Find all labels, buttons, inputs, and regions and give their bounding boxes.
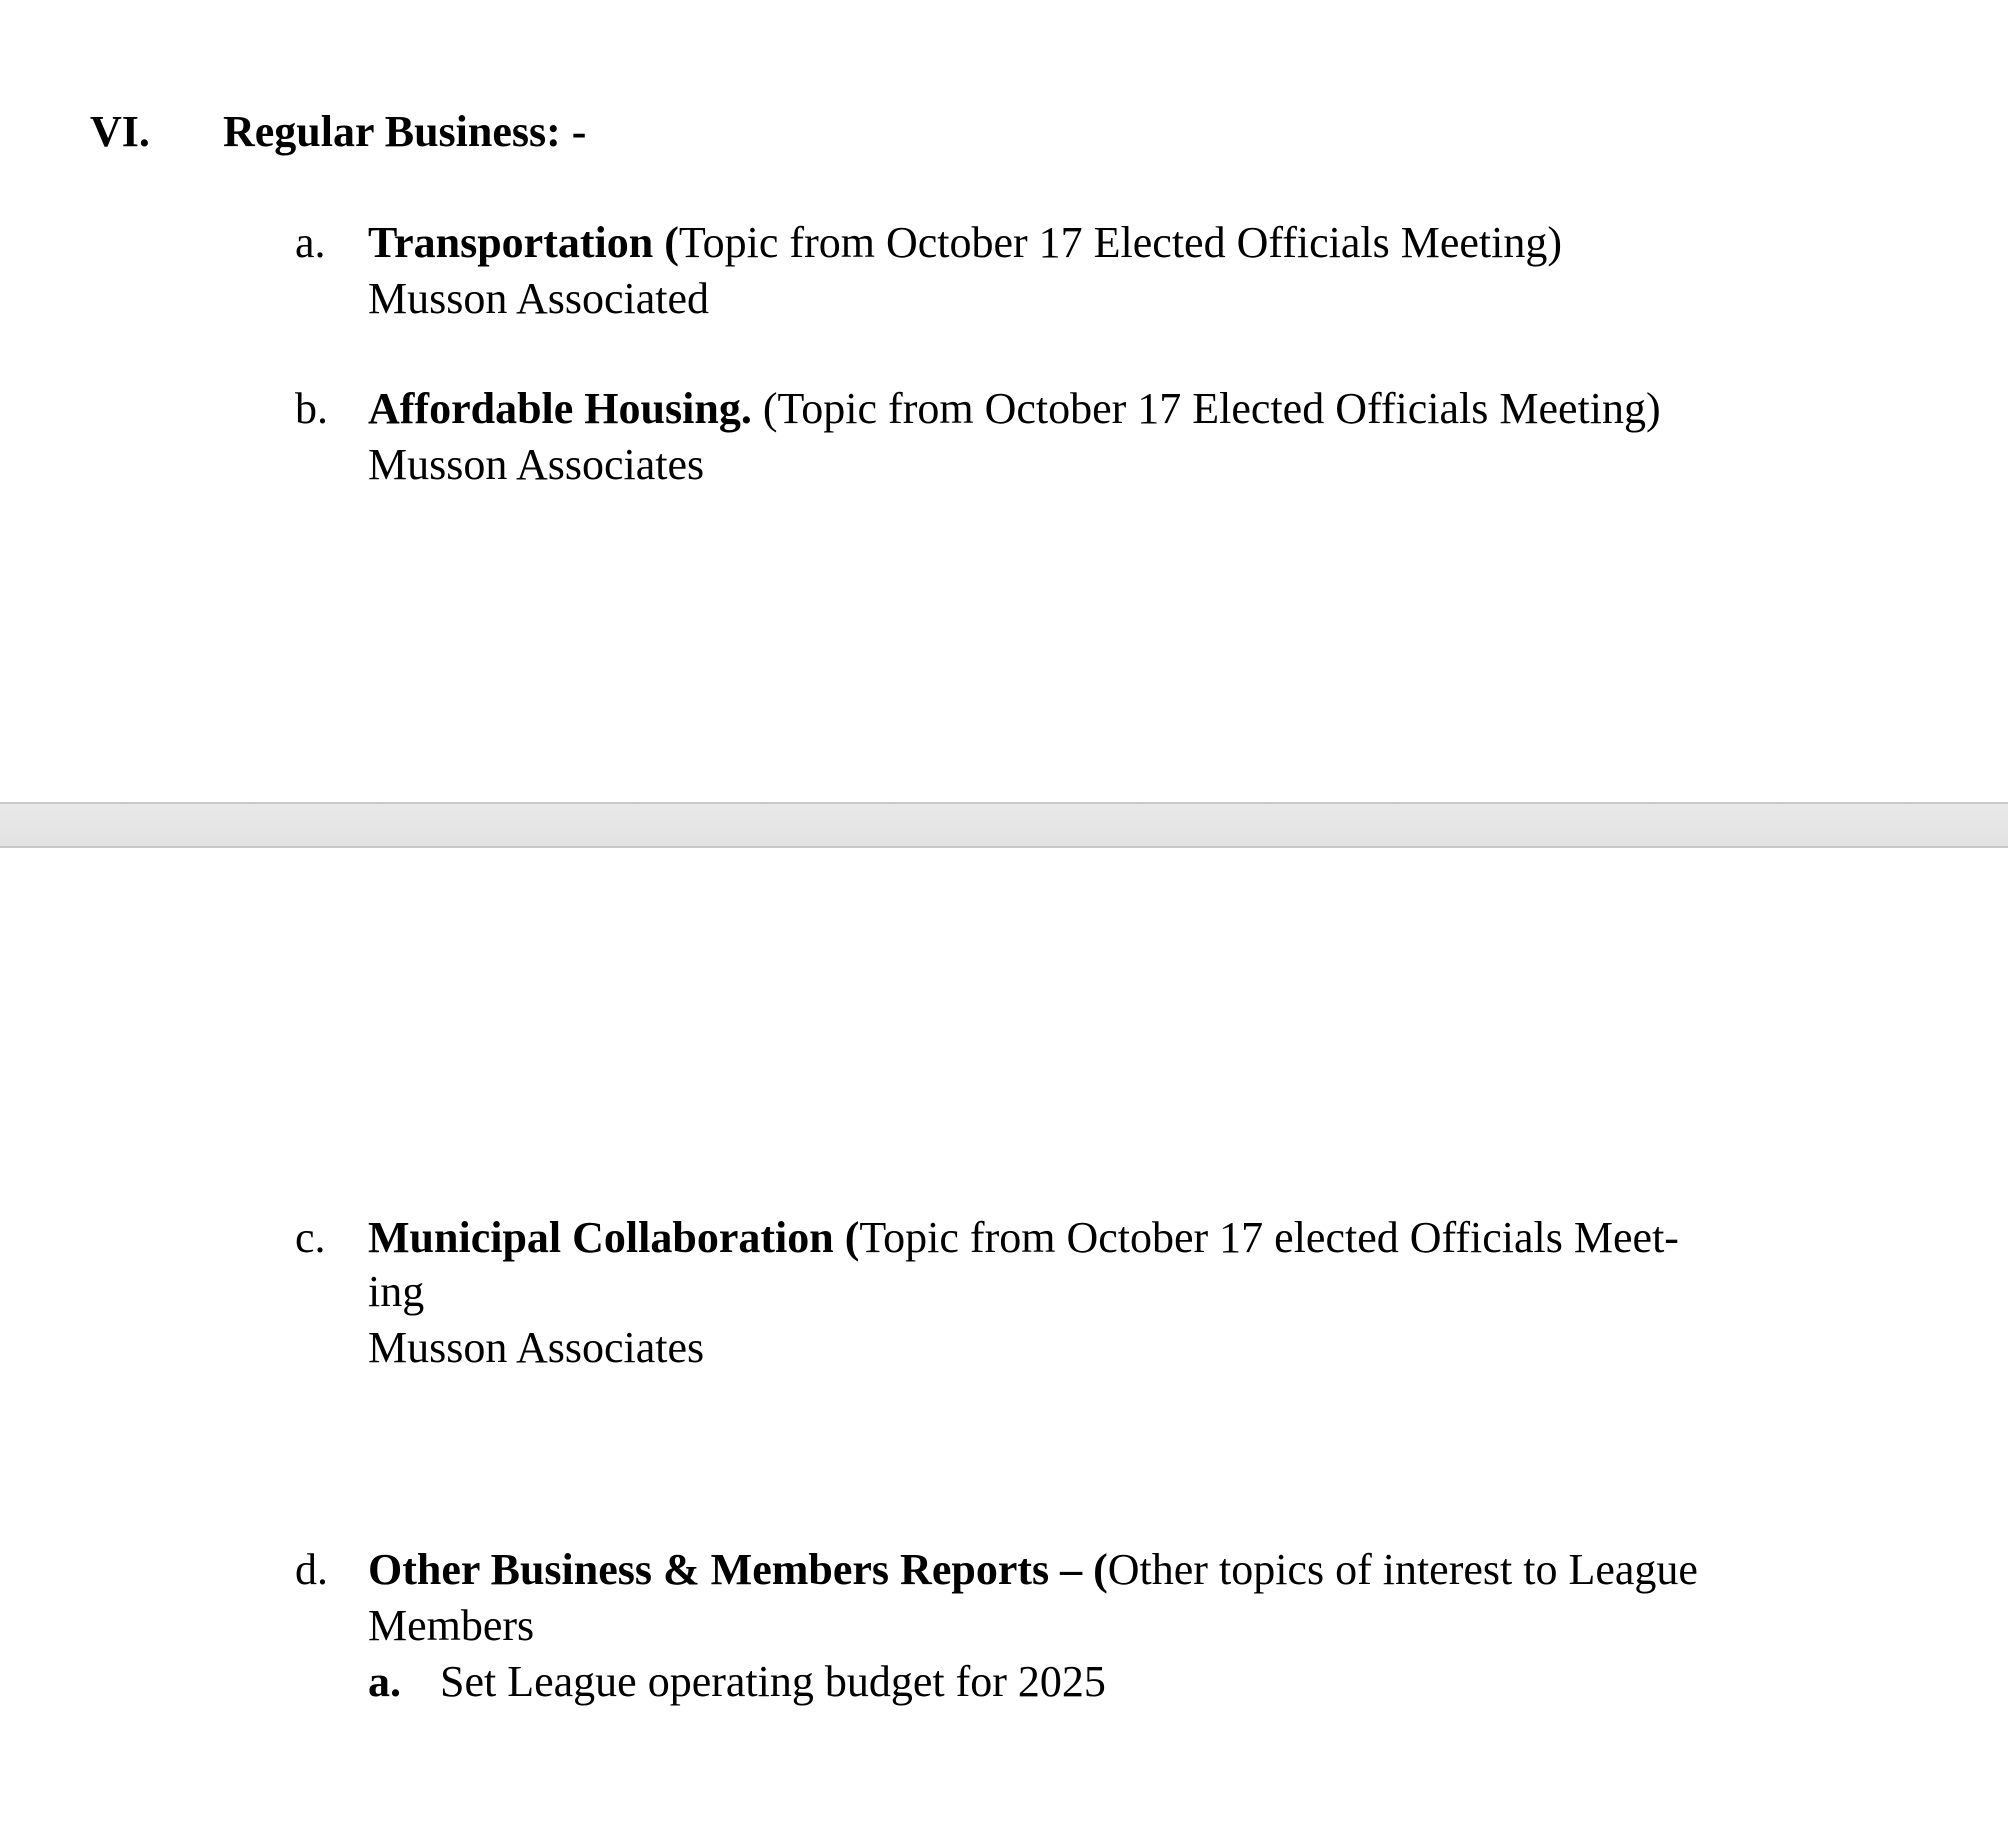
item-note-d: Other topics of interest to League [1107, 1545, 1698, 1594]
item-marker-b: b. [295, 384, 328, 433]
page-break-divider [0, 802, 2008, 848]
section-title: Regular Business: - [223, 107, 587, 156]
item-note-continuation-c: ing [368, 1267, 425, 1316]
section-number: VI. [90, 107, 150, 156]
item-presenter-b: Musson Associates [368, 440, 705, 489]
subitem-marker-a: a. [368, 1657, 401, 1706]
item-marker-a: a. [295, 218, 326, 267]
subitem-text-a: Set League operating budget for 2025 [440, 1657, 1106, 1706]
item-marker-c: c. [295, 1213, 326, 1262]
item-presenter-c: Musson Associates [368, 1323, 705, 1372]
item-presenter-a: Musson Associated [368, 274, 709, 323]
item-note-continuation-d: Members [368, 1601, 535, 1650]
item-title-d: Other Business & Members Reports – ( [368, 1545, 1108, 1594]
item-note-b: (Topic from October 17 Elected Officials Meeting) [751, 384, 1661, 433]
item-note-c: Topic from October 17 elected Officials Meet- [859, 1213, 1679, 1262]
document-page-2 [0, 848, 2008, 1828]
item-title-a: Transportation ( [368, 218, 679, 267]
item-note-a: Topic from October 17 Elected Officials Meeting) [678, 218, 1562, 267]
item-heading-a [368, 215, 1562, 271]
item-title-c: Municipal Collaboration ( [368, 1213, 860, 1262]
item-title-b: Affordable Housing. [368, 384, 752, 433]
document-page-1 [0, 0, 2008, 802]
item-heading-b [368, 381, 1661, 437]
item-heading-c [368, 1210, 1679, 1266]
item-heading-d [368, 1542, 1698, 1598]
item-marker-d: d. [295, 1545, 328, 1594]
